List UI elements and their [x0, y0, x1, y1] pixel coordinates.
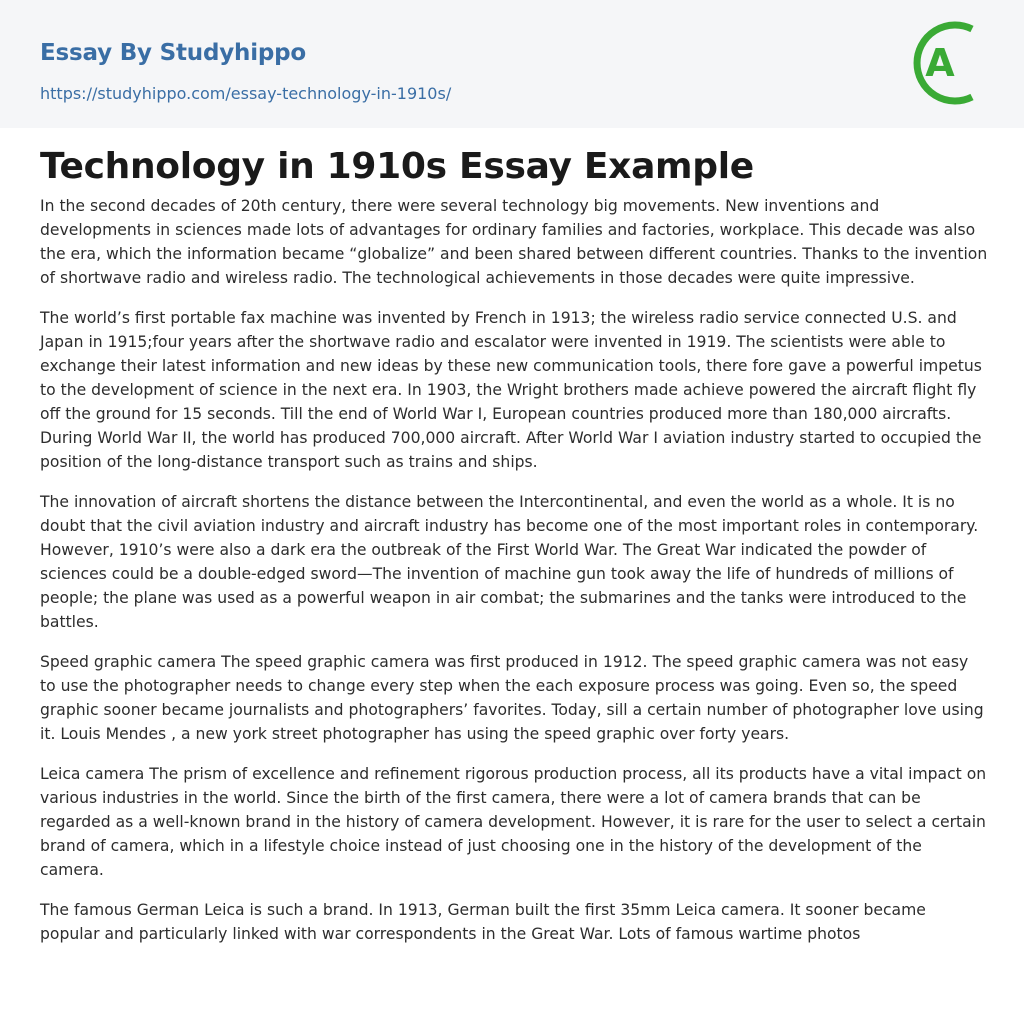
logo-icon[interactable]	[910, 20, 986, 106]
paragraph: The world’s first portable fax machine was invented by French in 1913; the wireless radio service connected U.S. and Japan in 1915;four years after the shortwave radio and escalator were invented in 1919. The scientists were able to exchange their latest information and new ideas by these new communication tools, there fore gave a powerful impetus to the development of science in the next era. In 1903, the Wright brothers made achieve powered the aircraft flight fly off the ground for 15 seconds. Till the end of World War I, European countries produced more than 180,000 aircrafts. During World War II, the world has produced 700,000 aircraft. After World War I aviation industry started to occupied the position of the long-distance transport such as trains and ships.	[40, 309, 982, 471]
paragraph: Speed graphic camera The speed graphic camera was first produced in 1912. The speed graphic camera was not easy to use the photographer needs to change every step when the each exposure process was going. Even so, the speed graphic sooner became journalists and photographers’ favorites. Today, sill a certain number of photographer love using it. Louis Mendes , a new york street photographer has using the speed graphic over forty years.	[40, 653, 984, 743]
page-title: Technology in 1910s Essay Example	[40, 146, 754, 187]
logo-letter: A	[925, 41, 955, 85]
article	[40, 140, 988, 962]
paragraph: The famous German Leica is such a brand. In 1913, German built the first 35mm Leica camera. It sooner became popular and particularly linked with war correspondents in the Great War. Lots of famous wartime photos	[40, 901, 926, 943]
page-url-link[interactable]: https://studyhippo.com/essay-technology-in-1910s/	[40, 84, 452, 103]
paragraph: The innovation of aircraft shortens the distance between the Intercontinental, and even the world as a whole. It is no doubt that the civil aviation industry and aircraft industry has become one of the most important roles in contemporary. However, 1910’s were also a dark era the outbreak of the First World War. The Great War indicated the powder of sciences could be a double-edged sword—The invention of machine gun took away the life of hundreds of millions of people; the plane was used as a powerful weapon in air combat; the submarines and the tanks were introduced to the battles.	[40, 493, 979, 631]
site-header	[0, 0, 1024, 128]
paragraph: Leica camera The prism of excellence and refinement rigorous production process, all its products have a vital impact on various industries in the world. Since the birth of the first camera, there were a lot of camera brands that can be regarded as a well-known brand in the history of camera development. However, it is rare for the user to select a certain brand of camera, which in a lifestyle choice instead of just choosing one in the history of the development of the camera.	[40, 765, 987, 879]
site-brand[interactable]: Essay By Studyhippo	[40, 40, 307, 66]
paragraph: In the second decades of 20th century, there were several technology big movements. New inventions and developments in sciences made lots of advantages for ordinary families and factories, workplace. This decade was also the era, which the information became “globalize” and been shared between different countries. Thanks to the invention of shortwave radio and wireless radio. The technological achievements in those decades were quite impressive.	[40, 197, 988, 287]
